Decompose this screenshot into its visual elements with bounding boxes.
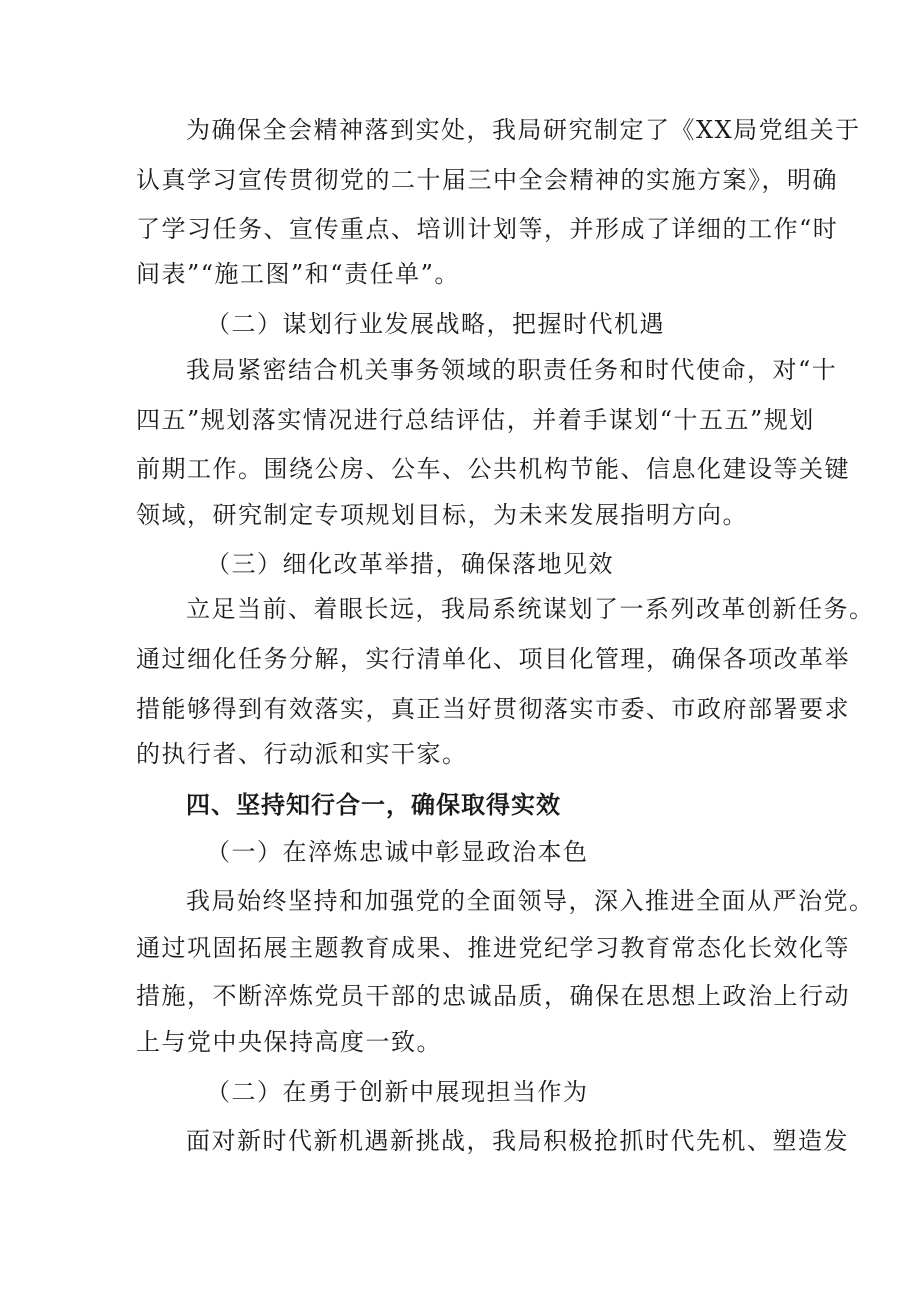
paragraph-line: 认真学习宣传贯彻党的二十届三中全会精神的实施方案》，明确 — [136, 166, 838, 194]
paragraph-line: 措能够得到有效落实，真正当好贯彻落实市委、市政府部署要求 — [136, 695, 850, 723]
section-heading: 四、坚持知行合一，确保取得实效 — [186, 791, 561, 819]
paragraph-line: 我局始终坚持和加强党的全面领导，深入推进全面从严治党。 — [186, 887, 875, 915]
paragraph-line: 面对新时代新机遇新挑战，我局积极抢抓时代先机、塑造发 — [186, 1127, 849, 1155]
subsection-heading: （一）在淬炼忠诚中彰显政治本色 — [206, 838, 589, 866]
subsection-heading: （二）在勇于创新中展现担当作为 — [206, 1078, 589, 1106]
paragraph-line: 四五”规划落实情况进行总结评估，并着手谋划“十五五”规划 — [136, 406, 815, 434]
paragraph-line: 间表”“施工图”和“责任单”。 — [136, 260, 460, 288]
subsection-heading: （二）谋划行业发展战略，把握时代机遇 — [206, 310, 665, 338]
paragraph-line: 通过巩固拓展主题教育成果、推进党纪学习教育常态化长效化等 — [136, 934, 850, 962]
paragraph-line: 领域，研究制定专项规划目标，为未来发展指明方向。 — [136, 501, 748, 529]
paragraph-line: 通过细化任务分解，实行清单化、项目化管理，确保各项改革举 — [136, 645, 850, 673]
paragraph-line: 上与党中央保持高度一致。 — [136, 1028, 442, 1056]
paragraph-line: 了学习任务、宣传重点、培训计划等，并形成了详细的工作“时 — [136, 215, 839, 243]
paragraph-line: 立足当前、着眼长远，我局系统谋划了一系列改革创新任务。 — [186, 595, 875, 623]
paragraph-line: 为确保全会精神落到实处，我局研究制定了《XX局党组关于 — [186, 116, 861, 144]
subsection-heading: （三）细化改革举措，确保落地见效 — [206, 550, 614, 578]
paragraph-line: 的执行者、行动派和实干家。 — [136, 740, 468, 768]
paragraph-line: 我局紧密结合机关事务领域的职责任务和时代使命，对“十 — [186, 356, 838, 384]
paragraph-line: 前期工作。围绕公房、公车、公共机构节能、信息化建设等关键 — [136, 455, 850, 483]
paragraph-line: 措施，不断淬炼党员干部的忠诚品质，确保在思想上政治上行动 — [136, 982, 850, 1010]
